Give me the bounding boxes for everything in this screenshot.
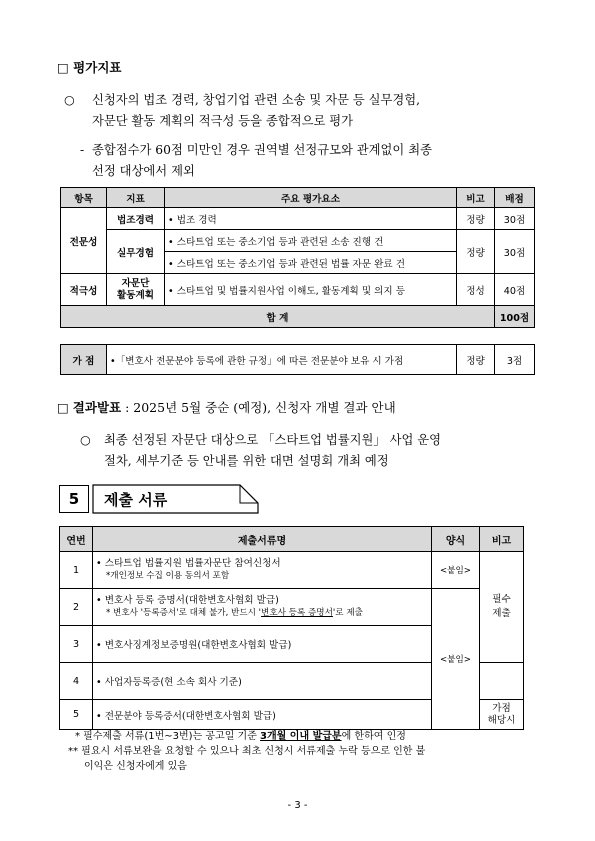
checkbox-icon: □ <box>57 60 69 75</box>
eval-item: • 스타트업 및 법률지원사업 이해도, 활동계획 및 의지 등 <box>165 274 457 306</box>
optional-note <box>480 700 524 730</box>
eval-sub-line-2: 선정 대상에서 제외 <box>92 164 195 178</box>
result-heading <box>57 397 396 418</box>
col-header: 지표 <box>107 188 165 208</box>
required-note <box>480 552 524 663</box>
footnote-text: * 필수제출 서류(1번~3번)는 공고일 기준 <box>75 731 261 742</box>
bonus-item: •「변호사 전문분야 등록에 관한 규정」에 따른 전문분야 보유 시 가점 <box>107 345 457 375</box>
result-line-2: 절차, 세부기준 등 안내를 위한 대면 설명회 개최 예정 <box>104 454 389 468</box>
indicator-line: 자문단 <box>121 277 150 289</box>
document-name-cell <box>93 552 432 589</box>
page-number: - 3 - <box>287 800 308 811</box>
result-line-1: 최종 선정된 자문단 대상으로 「스타트업 법률지원」 사업 운영 <box>104 433 442 447</box>
note: 정량 <box>457 208 495 230</box>
eval-bullet-1 <box>64 90 75 111</box>
eval-sub-paragraph <box>92 140 572 182</box>
group-expertise: 전문성 <box>61 208 107 274</box>
optional-note-line: 해당시 <box>487 714 516 726</box>
col-header: 항목 <box>61 188 107 208</box>
document-name-cell <box>93 589 432 626</box>
row-number: 5 <box>60 700 93 730</box>
eval-title: 평가지표 <box>73 60 122 75</box>
required-note-line: 제출 <box>492 608 511 619</box>
note: 정량 <box>457 345 495 375</box>
result-title: 결과발표 <box>72 400 122 415</box>
eval-item: • 스타트업 또는 중소기업 등과 관련된 소송 진행 건 <box>165 230 457 252</box>
indicator: 법조경력 <box>107 208 165 230</box>
section-number-badge: 5 <box>59 485 89 513</box>
eval-item: • 스타트업 또는 중소기업 등과 관련된 법률 자문 완료 건 <box>165 252 457 274</box>
checkbox-icon: □ <box>57 400 69 415</box>
col-header: 주요 평가요소 <box>165 188 457 208</box>
score: 3점 <box>495 345 535 375</box>
footnote-underlined: 3개월 이내 발급분 <box>260 731 342 742</box>
note-underlined: 변호사 등록 증명서 <box>261 608 333 618</box>
eval-heading <box>57 58 121 76</box>
group-activeness: 적극성 <box>61 274 107 306</box>
indicator-line: 활동계획 <box>116 289 155 301</box>
section-title: 제출 서류 <box>104 491 168 509</box>
col-header: 비고 <box>457 188 495 208</box>
document-name: • 변호사징계정보증명원(대한변호사협회 발급) <box>93 626 432 663</box>
total-score: 100점 <box>495 306 535 328</box>
score: 30점 <box>495 230 535 274</box>
indicator <box>107 274 165 306</box>
row-number: 2 <box>60 589 93 626</box>
total-label: 합 계 <box>61 306 495 328</box>
form-attachment: <붙임> <box>432 589 480 730</box>
note-text: '로 제출 <box>332 608 363 618</box>
empty-note <box>480 663 524 700</box>
footnote-text: 에 한하여 인정 <box>341 731 406 742</box>
eval-table <box>60 187 535 328</box>
eval-dash <box>80 140 84 161</box>
document-note <box>96 607 428 620</box>
bonus-table <box>60 344 535 375</box>
col-header: 연번 <box>60 527 93 552</box>
result-paragraph <box>104 430 574 472</box>
footnote-1 <box>75 729 406 744</box>
score: 30점 <box>495 208 535 230</box>
row-number: 1 <box>60 552 93 589</box>
eval-sub-line-1: 종합점수가 60점 미만인 경우 권역별 선정규모와 관계없이 최종 <box>92 143 432 157</box>
document-note: *개인정보 수집 이용 동의서 포함 <box>106 571 230 581</box>
footnote-line: 이익은 신청자에게 있음 <box>84 761 187 772</box>
row-number: 4 <box>60 663 93 700</box>
dash-bullet: - <box>80 143 85 157</box>
document-name: • 변호사 등록 증명서(대한변호사협회 발급) <box>96 595 279 606</box>
bonus-label: 가 점 <box>61 345 107 375</box>
note-text: * 변호사 '등록증서'로 대체 불가, 반드시 ' <box>106 608 262 618</box>
document-name: • 스타트업 법률지원 법률자문단 참여신청서 <box>96 558 281 569</box>
document-name: • 전문분야 등록증서(대한변호사협회 발급) <box>93 700 432 730</box>
circle-bullet-icon: ○ <box>64 93 75 107</box>
document-name: • 사업자등록증(현 소속 회사 기준) <box>93 663 432 700</box>
eval-paragraph <box>92 90 572 132</box>
indicator: 실무경험 <box>107 230 165 274</box>
eval-line-2: 자문단 활동 계획의 적극성 등을 종합적으로 평가 <box>92 114 354 128</box>
col-header: 양식 <box>432 527 480 552</box>
documents-table <box>59 526 524 730</box>
note: 정량 <box>457 230 495 274</box>
col-header: 제출서류명 <box>93 527 432 552</box>
col-header: 배점 <box>495 188 535 208</box>
footnote-line: ** 필요시 서류보완을 요청할 수 있으나 최초 신청시 서류제출 누락 등으로 인한 불 <box>68 746 426 757</box>
footnote-2 <box>68 744 548 774</box>
note: 정성 <box>457 274 495 306</box>
required-note-line: 필수 <box>492 594 511 605</box>
row-number: 3 <box>60 626 93 663</box>
eval-item: • 법조 경력 <box>165 208 457 230</box>
optional-note-line: 가점 <box>492 702 511 714</box>
col-header: 비고 <box>480 527 524 552</box>
circle-bullet-icon: ○ <box>80 433 91 447</box>
result-text: : 2025년 5월 중순 (예정), 신청자 개별 결과 안내 <box>125 400 396 415</box>
eval-line-1: 신청자의 법조 경력, 창업기업 관련 소송 및 자문 등 실무경험, <box>92 93 421 107</box>
form-attachment: <붙임> <box>432 552 480 589</box>
score: 40점 <box>495 274 535 306</box>
result-bullet <box>80 430 91 451</box>
